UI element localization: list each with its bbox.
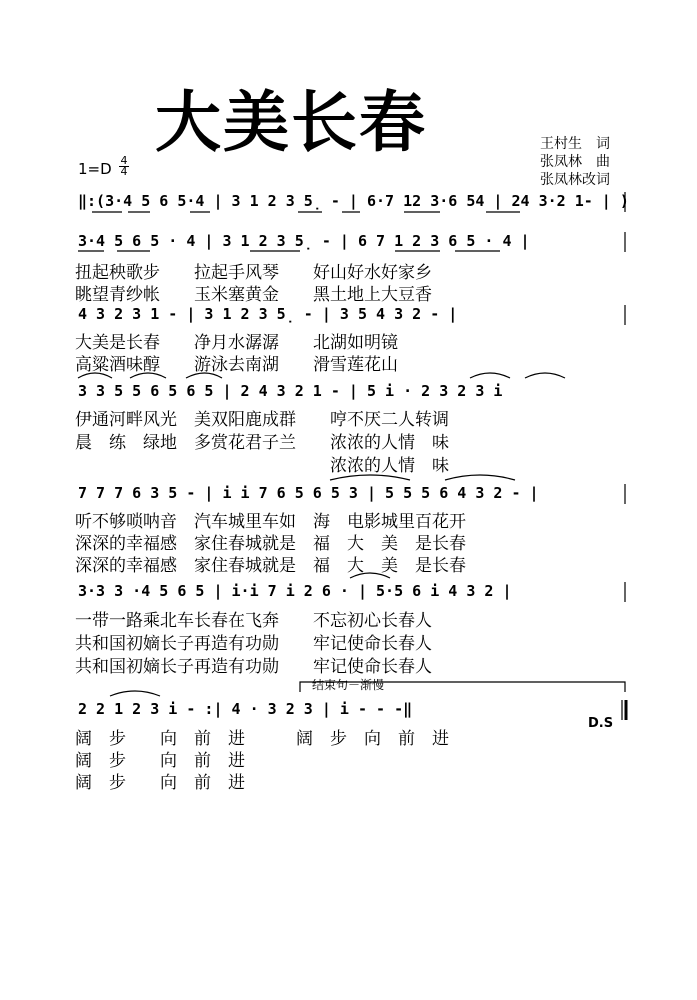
system-1-notes: 3·4 5 6 5 · 4 | 3 1 2 3 5̣ - | 6 7 1 2 3 6 5 · 4 | — [78, 232, 530, 250]
system-2-notes: 4 3 2 3 1 - | 3 1 2 3 5̣ - | 3 5 4 3 2 - | — [78, 305, 458, 323]
system-4-lyric-3: 深深的幸福感 家住春城就是 福 大 美 是长春 — [75, 556, 466, 576]
system-3-lyric-3: 浓浓的人情 味 — [75, 456, 449, 476]
system-3-lyric-1: 伊通河畔风光 美双阳鹿成群 哼不厌二人转调 — [75, 410, 449, 430]
system-4-notes: 7 7 7 6 3 5 - | i i 7 6 5 6 5 3 | 5 5 5 6 4 3 2 - | — [78, 484, 539, 502]
credits — [540, 135, 610, 189]
revised-lyricist: 张凤林改词 — [540, 172, 610, 188]
system-2-lyric-1: 大美是长春 净月水潺潺 北湖如明镜 — [75, 333, 398, 353]
system-6-lyric-3: 阔 步 向 前 进 — [75, 773, 245, 793]
intro-notes: ‖:(3·4 5 6 5·4 | 3 1 2 3 5̣ - | 6·7 12 3·6 54 | 24 3·2 1- | ) — [78, 192, 629, 210]
lyricist: 王村生 词 — [540, 136, 610, 152]
system-5-notes: 3·3 3 ·4 5 6 5 | i·i 7 i 2 6 · | 5·5 6 i 4 3 2 | — [78, 582, 512, 600]
system-5-lyric-2: 共和国初嫡长子再造有功勋 牢记使命长春人 — [75, 634, 432, 654]
system-1-lyric-2: 眺望青纱帐 玉米塞黄金 黑土地上大豆香 — [75, 285, 432, 305]
system-6-lyric-2: 阔 步 向 前 进 — [75, 751, 245, 771]
system-3-notes: 3 3 5 5 6 5 6 5 | 2 4 3 2 1 - | 5 i · 2 3 2 3 i — [78, 382, 503, 400]
system-4-lyric-2: 深深的幸福感 家住春城就是 福 大 美 是长春 — [75, 534, 466, 554]
song-title: 大美长春 — [155, 83, 427, 161]
dal-segno: D.S — [588, 716, 614, 731]
system-4-lyric-1: 听不够唢呐音 汽车城里车如 海 电影城里百花开 — [75, 512, 466, 532]
system-5-lyric-1: 一带一路乘北车长春在飞奔 不忘初心长春人 — [75, 611, 432, 631]
ending-label: 结束句－渐慢 — [312, 678, 385, 692]
system-5-lyric-3: 共和国初嫡长子再造有功勋 牢记使命长春人 — [75, 657, 432, 677]
time-signature-bottom: 4 — [120, 165, 128, 178]
system-3-lyric-2: 晨 练 绿地 多赏花君子兰 浓浓的人情 味 — [75, 433, 449, 453]
key-signature: 1=D — [78, 160, 112, 178]
system-6-lyric-1: 阔 步 向 前 进 阔 步 向 前 进 — [75, 729, 449, 749]
time-signature-top: 4 — [120, 154, 128, 167]
system-1-lyric-1: 扭起秧歌步 拉起手风琴 好山好水好家乡 — [75, 263, 432, 283]
time-signature — [118, 156, 130, 177]
system-6-notes: 2 2 1 2 3 i - :| 4 · 3 2 3 | i - - -‖ — [78, 700, 413, 718]
composer: 张凤林 曲 — [540, 154, 610, 170]
system-2-lyric-2: 高粱酒味醇 游泳去南湖 滑雪莲花山 — [75, 355, 398, 375]
